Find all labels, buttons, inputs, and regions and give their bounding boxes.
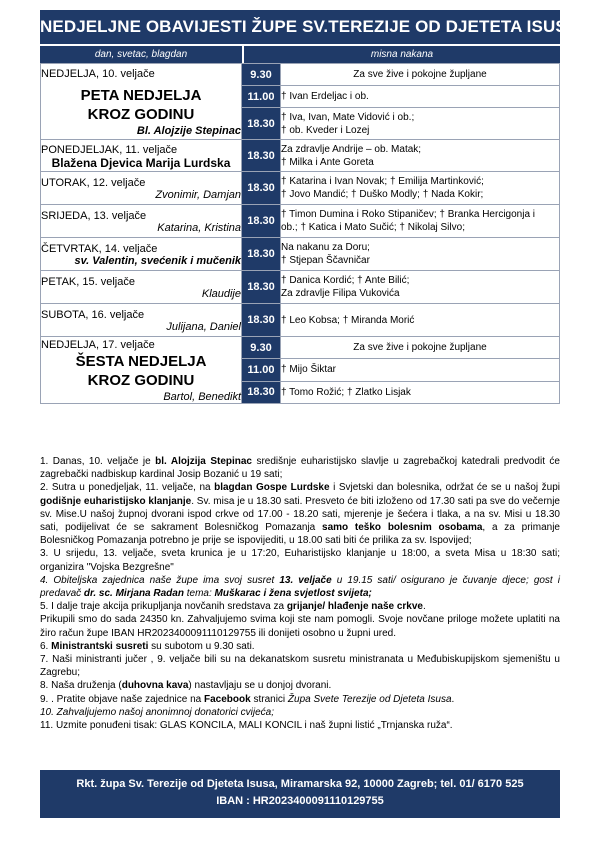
day-name: PONEDJELJAK, 11. veljače bbox=[41, 143, 178, 156]
announcement-8: 8. Naša druženja (duhovna kava) nastavljaju se u donjoj dvorani. bbox=[40, 680, 332, 692]
announcements bbox=[40, 455, 560, 732]
day-cell bbox=[41, 64, 242, 140]
saint-name: Katarina, Kristina bbox=[157, 222, 241, 234]
announcement-11: 11. Uzmite ponuđeni tisak: GLAS KONCILA, MALI KONCIL i naš župni listić „Trnjanska ruža“. bbox=[40, 720, 453, 732]
announcement-9: 9. . Pratite objave naše zajednice na Facebook stranici Župa Svete Terezije od Djeteta Isusa. bbox=[40, 693, 455, 705]
mass-time: 18.30 bbox=[242, 172, 281, 205]
mass-time: 18.30 bbox=[242, 381, 281, 403]
saint-name: Julijana, Daniel bbox=[166, 321, 241, 333]
mass-intention: † Iva, Ivan, Mate Vidović i ob.; † ob. Kveder i Lozej bbox=[281, 108, 560, 140]
day-name: UTORAK, 12. veljače bbox=[41, 177, 146, 189]
mass-time: 18.30 bbox=[242, 140, 281, 172]
mass-intention: Za sve žive i pokojne župljane bbox=[281, 64, 560, 86]
header-intention-column: misna nakana bbox=[244, 46, 560, 63]
table-row bbox=[41, 304, 560, 337]
saint-name: Bl. Alojzije Stepinac bbox=[136, 125, 241, 137]
table-row bbox=[41, 205, 560, 238]
day-name: SRIJEDA, 13. veljače bbox=[41, 210, 147, 222]
mass-time: 11.00 bbox=[242, 86, 281, 108]
saint-name: Bartol, Benedikt bbox=[163, 391, 241, 403]
mass-intention: † Tomo Rožić; † Zlatko Lisjak bbox=[281, 381, 560, 403]
saint-name: Zvonimir, Damjan bbox=[155, 189, 241, 201]
mass-schedule-table bbox=[40, 63, 560, 404]
announcement-2: 2. Sutra u ponedjeljak, 11. veljače, na blagdan Gospe Lurdske i Svjetski dan bolesnika, održat će se u našoj župi godišnje euharistijsko klanjanje. Sv. misa je u 18.30 sati. Presveto će biti izloženo od 17.30 sati pa sve do večernje sv. Mise.U našoj župnoj dvorani ispod crkve od 17.00 - 18.20 sati, mjerenje je šećera i tlaka, a na sv. Misi u 18.30 sati, podijelivat će se sakrament Bolesničkog Pomazanja samo teško bolesnim osobama, a za primanje Bolesničkog Pomazanja potrebno je prije se ispovijediti, u 18.00 sati biti će prilika za sv. Ispovijed; bbox=[40, 482, 560, 547]
day-cell bbox=[41, 271, 242, 304]
bulletin bbox=[40, 10, 580, 404]
day-name: PETAK, 15. veljače bbox=[41, 276, 135, 288]
feast-line: ŠESTA NEDJELJA bbox=[75, 353, 207, 370]
day-name: NEDJELJA, 17. veljače bbox=[41, 339, 155, 351]
announcement-10: 10. Zahvaljujemo našoj anonimnoj donatorici cvijeća; bbox=[40, 706, 275, 718]
mass-intention: † Mijo Šiktar bbox=[281, 359, 560, 381]
footer-address: Rkt. župa Sv. Terezije od Djeteta Isusa, Miramarska 92, 10000 Zagreb; tel. 01/ 6170 525 bbox=[76, 778, 524, 790]
feast-line: KROZ GODINU bbox=[87, 106, 195, 123]
header-day-column: dan, svetac, blagdan bbox=[40, 46, 242, 63]
mass-time: 11.00 bbox=[242, 359, 281, 381]
footer-iban: IBAN : HR2023400091110129755 bbox=[216, 795, 384, 807]
announcement-5: 5. I dalje traje akcija prikupljanja novčanih sredstava za grijanje/ hlađenje naše crkve. bbox=[40, 601, 426, 613]
day-cell bbox=[41, 140, 242, 172]
mass-intention: Na nakanu za Doru; † Stjepan Ščavničar bbox=[281, 238, 560, 271]
table-row bbox=[41, 64, 560, 86]
announcement-6: 6. Ministrantski susreti su subotom u 9.30 sati. bbox=[40, 640, 255, 652]
mass-intention: Za sve žive i pokojne župljane bbox=[281, 337, 560, 359]
table-header bbox=[40, 46, 560, 63]
bulletin-title: NEDJELJNE OBAVIJESTI ŽUPE SV.TEREZIJE OD DJETETA ISUSA bbox=[40, 10, 560, 44]
table-row bbox=[41, 337, 560, 359]
feast-line: PETA NEDJELJA bbox=[80, 87, 202, 104]
mass-intention: † Timon Dumina i Roko Stipaničev; † Branka Hercigonja i ob.; † Katica i Mato Sučić; † Nikolaj Silvo; bbox=[281, 205, 560, 238]
mass-time: 18.30 bbox=[242, 271, 281, 304]
announcement-4: 4. Obiteljska zajednica naše župe ima svoj susret 13. veljače u 19.15 sati/ osigurano je čuvanje djece; gost i predavač dr. sc. Mirjana Radan tema: Muškarac i žena svjetlost svijeta; bbox=[40, 574, 560, 600]
mass-time: 18.30 bbox=[242, 304, 281, 337]
day-cell bbox=[41, 304, 242, 337]
mass-intention: Za zdravlje Andrije – ob. Matak; † Milka i Ante Goreta bbox=[281, 140, 560, 172]
mass-time: 18.30 bbox=[242, 205, 281, 238]
saint-name: Blažena Djevica Marija Lurdska bbox=[51, 155, 231, 170]
day-cell bbox=[41, 337, 242, 404]
day-name: ČETVRTAK, 14. veljače bbox=[41, 243, 158, 255]
table-row bbox=[41, 271, 560, 304]
mass-intention: † Leo Kobsa; † Miranda Morić bbox=[281, 304, 560, 337]
feast-line: KROZ GODINU bbox=[87, 372, 195, 389]
mass-time: 9.30 bbox=[242, 337, 281, 359]
footer bbox=[40, 770, 560, 818]
table-row bbox=[41, 238, 560, 271]
day-cell bbox=[41, 205, 242, 238]
day-cell bbox=[41, 238, 242, 271]
mass-time: 18.30 bbox=[242, 108, 281, 140]
saint-name: Klaudije bbox=[201, 288, 241, 300]
table-row bbox=[41, 172, 560, 205]
day-cell bbox=[41, 172, 242, 205]
announcement-1: 1. Danas, 10. veljače je bl. Alojzija Stepinac središnje euharistijsko slavlje u zagrebačkoj katedrali predvodit će zagrebački nadbiskup kardinal Josip Bozanić u 19 sati; bbox=[40, 456, 560, 481]
mass-time: 9.30 bbox=[242, 64, 281, 86]
day-name: SUBOTA, 16. veljače bbox=[41, 309, 145, 321]
mass-time: 18.30 bbox=[242, 238, 281, 271]
mass-intention: † Danica Kordić; † Ante Bilić; Za zdravlje Filipa Vukovića bbox=[281, 271, 560, 304]
saint-name: sv. Valentin, svećenik i mučenik bbox=[74, 255, 241, 267]
announcement-5-detail: Prikupili smo do sada 24350 kn. Zahvaljujemo svima koji ste nam pomogli. Svoje novčane priloge možete uplatiti na žiro račun župe IBAN HR2023400091110129755 ili donijeti osobno u župni ured. bbox=[40, 614, 560, 639]
table-row bbox=[41, 140, 560, 172]
announcement-3: 3. U srijedu, 13. veljače, sveta krunica je u 17:20, Euharistijsko klanjanje u 18:00, a sveta Misa u 18:30 sati; organizira "Vojska Bezgrešne" bbox=[40, 548, 560, 573]
mass-intention: † Ivan Erdeljac i ob. bbox=[281, 86, 560, 108]
mass-intention: † Katarina i Ivan Novak; † Emilija Martinković; † Jovo Mandić; † Duško Modly; † Nada Kokir; bbox=[281, 172, 560, 205]
day-name: NEDJELJA, 10. veljače bbox=[41, 68, 155, 80]
announcement-7: 7. Naši ministranti jučer , 9. veljače bili su na dekanatskom susretu ministranata u Međubiskupijskom sjemeništu u Zagrebu; bbox=[40, 654, 560, 679]
